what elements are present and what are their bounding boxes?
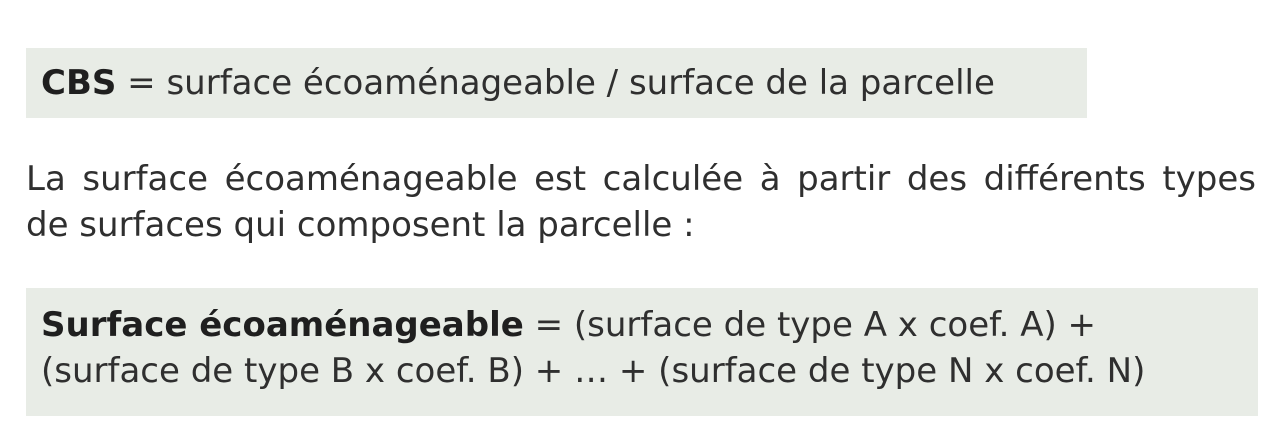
- cbs-formula-box: [26, 48, 1087, 118]
- cbs-equation: = surface écoaménageable / surface de la parcelle: [116, 63, 995, 103]
- surface-term: Surface écoaménageable: [41, 305, 524, 345]
- surface-equation: = (surface de type A x coef. A) + (surface de type B x coef. B) + … + (surface de type N x coef. N): [41, 305, 1146, 391]
- explanation-paragraph: La surface écoaménageable est calculée à partir des différents types de surfaces qui composent la parcelle :: [26, 159, 1256, 245]
- surface-formula-box: [26, 288, 1258, 416]
- cbs-term: CBS: [41, 63, 117, 103]
